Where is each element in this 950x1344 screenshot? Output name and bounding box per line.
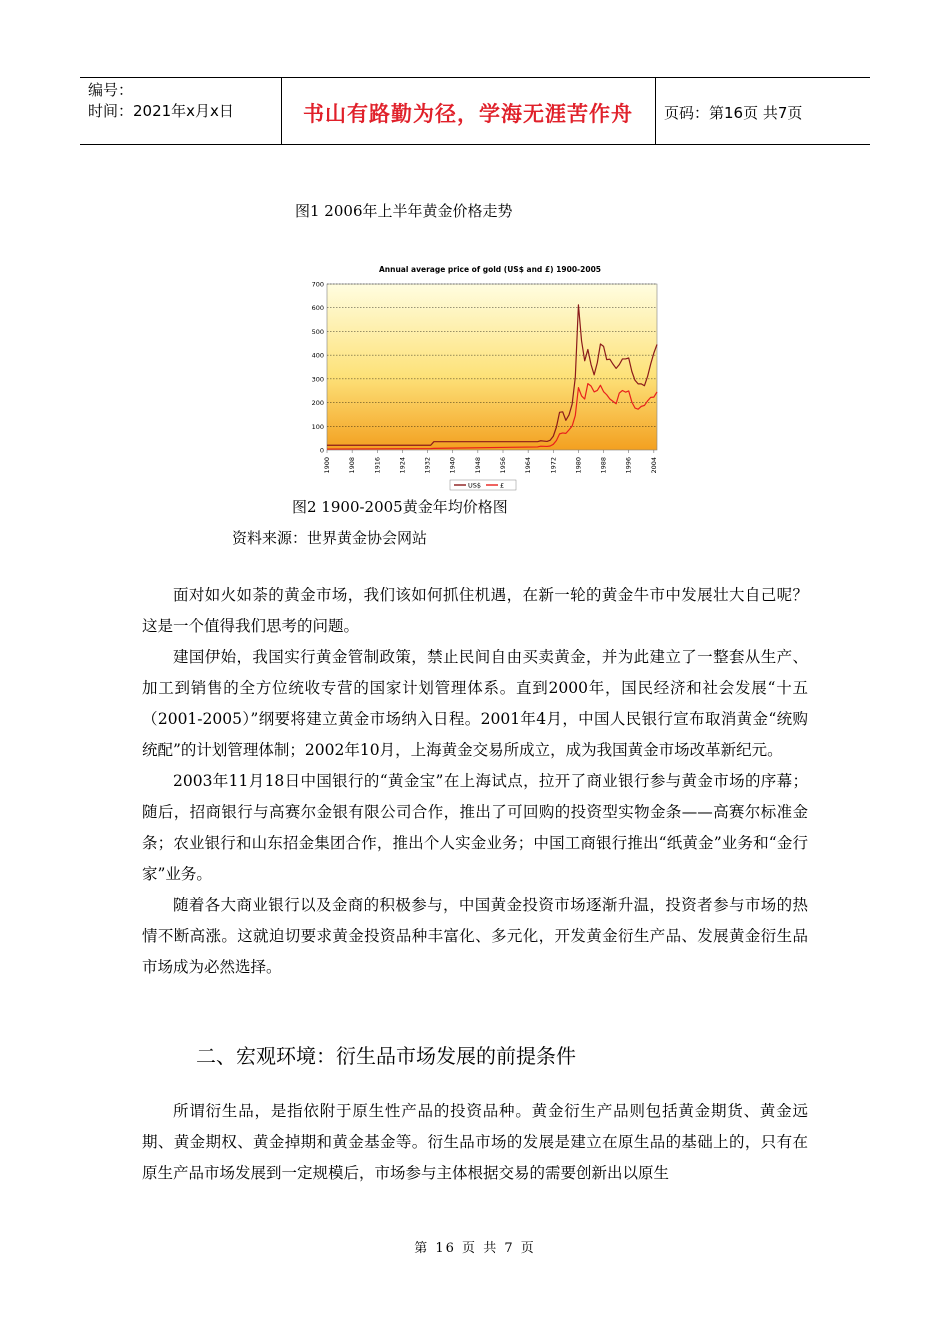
x-tick-label: 1988 [599, 457, 608, 474]
header-page-label: 页码：第16页 共7页 [664, 104, 803, 122]
x-tick-label: 1964 [524, 457, 533, 474]
x-tick-label: 1996 [624, 457, 633, 474]
header-bottom-rule [80, 144, 870, 145]
x-tick-label: 1916 [373, 457, 382, 474]
x-tick-label: 1924 [398, 457, 407, 474]
chart-title: Annual average price of gold (US$ and £) 1900-2005 [378, 265, 602, 274]
y-tick-label: 400 [311, 351, 324, 360]
number-label: 编号： [88, 81, 134, 99]
paragraph-3: 2003年11月18日中国银行的“黄金宝”在上海试点，拉开了商业银行参与黄金市场的序幕；随后，招商银行与高赛尔金银有限公司合作，推出了可回购的投资型实物金条——高赛尔标准金条；农业银行和山东招金集团合作，推出个人实金业务；中国工商银行推出“纸黄金”业务和“金行家”业务。 [142, 772, 808, 883]
x-tick-label: 1940 [448, 457, 457, 474]
x-tick-label: 1956 [499, 457, 507, 474]
paragraph-2: 建国伊始，我国实行黄金管制政策，禁止民间自由买卖黄金，并为此建立了一整套从生产、加工到销售的全方位统收专营的国家计划管理体系。直到2000年，国民经济和社会发展“十五（2001-2005）”纲要将建立黄金市场纳入日程。2001年4月，中国人民银行宣布取消黄金“统购统配”的计划管理体制；2002年10月，上海黄金交易所成立，成为我国黄金市场改革新纪元。 [142, 648, 808, 759]
x-tick-label: 1908 [348, 457, 357, 474]
y-tick-labels [312, 281, 324, 455]
gold-price-chart [310, 262, 670, 492]
x-tick-label: 1980 [574, 457, 583, 474]
y-tick-label: 0 [319, 446, 324, 455]
paragraph-4: 随着各大商业银行以及金商的积极参与，中国黄金投资市场逐渐升温，投资者参与市场的热情不断高涨。这就迫切要求黄金投资品种丰富化、多元化，开发黄金衍生产品、发展黄金衍生品市场成为必然选择。 [142, 896, 808, 976]
header-motto: 书山有路勤为径，学海无涯苦作舟 [303, 102, 633, 126]
section-body [142, 1096, 808, 1189]
figure2-caption: 图2 1900-2005黄金年均价格图 [292, 498, 508, 516]
legend-label: US$ [468, 481, 482, 490]
x-tick-label: 1948 [473, 457, 482, 474]
x-tick-label: 1900 [323, 457, 331, 474]
y-tick-label: 500 [311, 327, 324, 336]
chart-legend [450, 480, 516, 490]
source-caption: 资料来源：世界黄金协会网站 [232, 529, 428, 547]
body-paragraphs [142, 580, 808, 983]
paragraph-1: 面对如火如荼的黄金市场，我们该如何抓住机遇，在新一轮的黄金牛市中发展壮大自己呢？这是一个值得我们思考的问题。 [142, 586, 808, 635]
x-tick-label: 1932 [423, 457, 432, 474]
x-tick-label: 1972 [549, 457, 558, 474]
section-paragraph: 所谓衍生品，是指依附于原生性产品的投资品种。黄金衍生产品则包括黄金期货、黄金远期、黄金期权、黄金掉期和黄金基金等。衍生品市场的发展是建立在原生品的基础上的，只有在原生产品市场发展到一定规模后，市场参与主体根据交易的需要创新出以原生 [142, 1102, 808, 1182]
header-left [88, 80, 234, 122]
header-top-rule [80, 77, 870, 78]
y-tick-label: 700 [311, 280, 324, 289]
legend-label: £ [500, 481, 505, 490]
y-tick-label: 300 [311, 375, 324, 384]
section-heading: 二、宏观环境：衍生品市场发展的前提条件 [196, 1044, 576, 1068]
time-label: 时间：2021年x月x日 [88, 102, 234, 120]
x-tick-label: 2004 [649, 457, 658, 474]
y-tick-label: 600 [311, 304, 324, 313]
header-divider-right [655, 77, 656, 145]
page-footer: 第 16 页 共 7 页 [414, 1241, 536, 1256]
plot-area [327, 284, 657, 450]
y-tick-label: 200 [311, 399, 324, 408]
figure1-caption: 图1 2006年上半年黄金价格走势 [295, 202, 513, 220]
y-tick-label: 100 [311, 422, 324, 431]
x-tick-labels [323, 450, 658, 474]
